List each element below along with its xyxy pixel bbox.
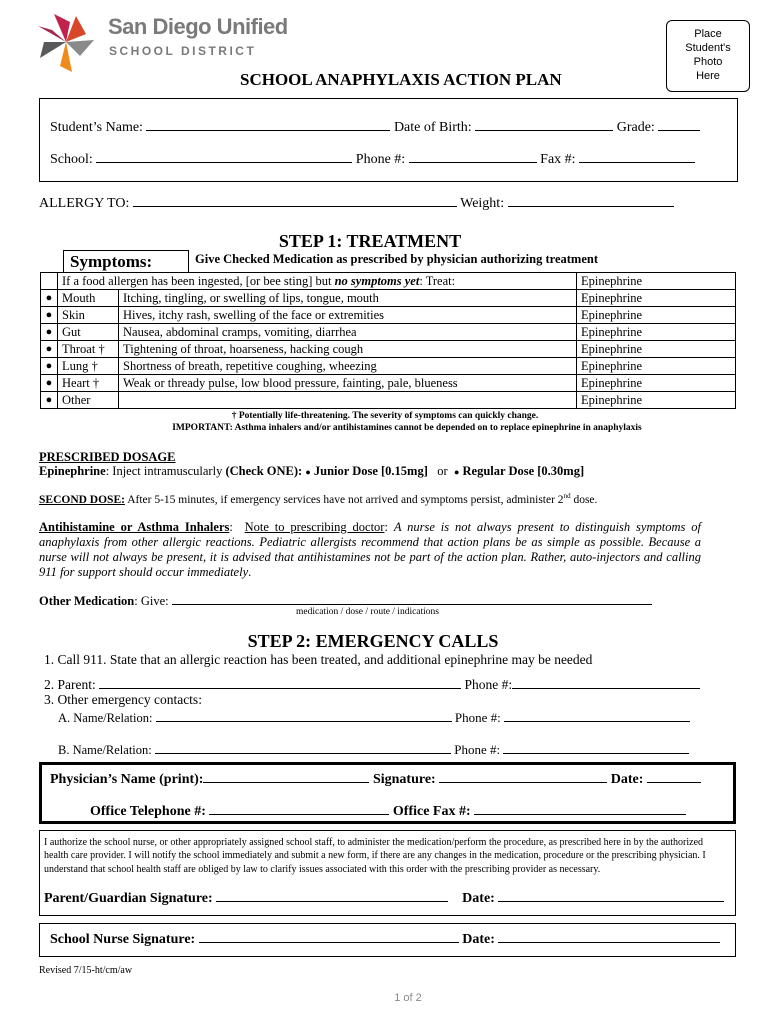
medication-cell[interactable]: Epinephrine	[577, 307, 736, 324]
parent-phone-field[interactable]	[512, 676, 700, 689]
physician-name-label: Physician’s Name (print):	[50, 772, 204, 787]
physician-row	[50, 770, 701, 788]
food-text: If a food allergen has been ingested, [or bee sting] but	[62, 274, 335, 288]
symptoms-header: Symptoms:	[63, 250, 189, 272]
bullet-icon: ●	[41, 358, 58, 375]
logo-name: San Diego Unified	[108, 14, 288, 39]
anti-text: A nurse is not always present to distinguish symptoms of anaphylaxis from other allergic reactions. Pediatric allergists recommend that action plans be as simple as possible. Because a nurse will not always be present, it is advised that antihistamines not be part of the action plan. Rather, auto-injectors and calling 911 for support should occur immediately	[39, 520, 701, 579]
school-fax-label: Fax #:	[540, 152, 576, 167]
or-text: or	[437, 464, 448, 478]
dob-field[interactable]	[475, 118, 613, 131]
office-fax-field[interactable]	[474, 802, 686, 815]
contact-a-row	[58, 709, 690, 726]
food-text-end: : Treat:	[419, 274, 456, 288]
other-med-label: Other Medication	[39, 594, 135, 608]
parent-sig-field[interactable]	[216, 889, 448, 902]
contact-a-label: A. Name/Relation:	[58, 711, 153, 725]
junior-dose-option[interactable]	[305, 464, 428, 478]
medication-cell[interactable]: Epinephrine	[577, 290, 736, 307]
epinephrine-row	[39, 464, 584, 479]
symptom-desc: Hives, itchy rash, swelling of the face or extremities	[119, 307, 577, 324]
office-tel-label: Office Telephone #:	[90, 804, 206, 819]
symptom-area: Gut	[58, 324, 119, 341]
medication-cell[interactable]: Epinephrine	[577, 273, 736, 290]
medication-cell[interactable]: Epinephrine	[577, 358, 736, 375]
dob-label: Date of Birth:	[393, 120, 472, 135]
star-logo-icon	[36, 12, 96, 74]
grade-field[interactable]	[658, 118, 700, 131]
photo-placeholder[interactable]	[666, 20, 750, 92]
grade-label: Grade:	[616, 120, 655, 135]
authorization-text: I authorize the school nurse, or other appropriately assigned school staff, to administer the medication/perform the procedure, as prescribed here in by the authorized health care provider. I will notify the school immediately and submit a new form, if there are any changes in the medication, procedure or the prescribing physician. I understand that school health staff are obliged by law to clarify issues associated with this order with the prescribing provider as necessary.	[44, 837, 706, 875]
student-name-label: Student’s Name:	[50, 120, 143, 135]
symptom-area: Throat †	[58, 341, 119, 358]
table-row	[41, 307, 736, 324]
second-dose-label: SECOND DOSE:	[39, 493, 125, 506]
physician-date-label: Date:	[610, 772, 644, 787]
school-row	[50, 150, 695, 168]
nurse-row	[50, 930, 720, 948]
food-allergen-row	[58, 273, 577, 290]
parent-label: 2. Parent:	[44, 677, 96, 692]
other-symptom-field[interactable]	[119, 392, 577, 409]
parent-sig-label: Parent/Guardian Signature:	[44, 891, 213, 906]
medication-cell[interactable]: Epinephrine	[577, 341, 736, 358]
give-header: Give Checked Medication as prescribed by physician authorizing treatment	[195, 252, 598, 266]
contact-b-field[interactable]	[155, 741, 451, 754]
second-dose-row	[39, 492, 597, 506]
epi-label: Epinephrine	[39, 464, 106, 478]
school-label: School:	[50, 152, 93, 167]
other-contacts: 3. Other emergency contacts:	[44, 692, 202, 707]
sup-text: nd	[563, 492, 571, 500]
allergy-label: ALLERGY TO:	[39, 196, 130, 211]
office-fax-label: Office Fax #:	[392, 804, 471, 819]
photo-line: Here	[696, 70, 720, 82]
empty-cell	[41, 273, 58, 290]
bullet-icon: ●	[41, 341, 58, 358]
bullet-icon: ●	[41, 290, 58, 307]
life-threatening-note: † Potentially life-threatening. The severity of symptoms can quickly change.	[231, 411, 539, 421]
epi-text: : Inject intramuscularly	[105, 464, 226, 478]
parent-field[interactable]	[99, 676, 461, 689]
bullet-icon: ●	[41, 392, 58, 409]
table-row	[41, 358, 736, 375]
symptom-area: Other	[58, 392, 119, 409]
office-tel-field[interactable]	[209, 802, 389, 815]
photo-line: Place	[694, 28, 722, 40]
table-row	[41, 290, 736, 307]
regular-dose-label: Regular Dose [0.30mg]	[459, 464, 585, 478]
other-med-hint: medication / dose / route / indications	[296, 607, 439, 617]
physician-date-field[interactable]	[647, 770, 701, 783]
other-med-give: : Give:	[134, 594, 169, 608]
physician-sig-field[interactable]	[439, 770, 607, 783]
antihistamine-paragraph: Antihistamine or Asthma Inhalers: Note to prescribing doctor: A nurse is not always present to distinguish symptoms of anaphylaxis from other allergic reactions. Pediatric allergists recommend that action plans be as simple as possible. Because a nurse will not always be present, it is advised that antihistamines not be part of the action plan. Rather, auto-injectors and calling 911 for support should occur immediately.	[39, 520, 701, 579]
symptom-area: Mouth	[58, 290, 119, 307]
symptoms-table	[40, 272, 736, 409]
page-number: 1 of 2	[394, 992, 422, 1004]
dosage-title: PRESCRIBED DOSAGE	[39, 450, 176, 464]
contact-b-row	[58, 741, 689, 758]
anti-note-label: Note to prescribing doctor	[244, 520, 385, 534]
office-row	[90, 802, 686, 820]
school-field[interactable]	[96, 150, 352, 163]
call-911: 1. Call 911. State that an allergic reaction has been treated, and additional epinephrine may be needed	[44, 652, 593, 667]
parent-date-label: Date:	[462, 891, 495, 906]
nurse-date-field[interactable]	[498, 930, 720, 943]
step2-title: STEP 2: EMERGENCY CALLS	[247, 631, 499, 651]
photo-line: Photo	[693, 56, 723, 68]
contact-a-field[interactable]	[156, 709, 452, 722]
medication-cell[interactable]: Epinephrine	[577, 375, 736, 392]
other-med-field[interactable]	[172, 592, 652, 605]
table-row	[41, 273, 736, 290]
weight-label: Weight:	[460, 196, 505, 211]
school-phone-label: Phone #:	[355, 152, 406, 167]
radio-bullet-icon: ●	[305, 467, 311, 477]
school-phone-field[interactable]	[409, 150, 537, 163]
radio-bullet-icon: ●	[453, 467, 460, 477]
symptom-desc: Weak or thready pulse, low blood pressure, fainting, pale, blueness	[119, 375, 577, 392]
step1-title: STEP 1: TREATMENT	[278, 231, 462, 251]
table-row	[41, 375, 736, 392]
student-row	[50, 118, 700, 136]
food-text-emph: no symptoms yet	[334, 274, 420, 288]
logo-subtitle: SCHOOL DISTRICT	[109, 44, 257, 58]
table-row	[41, 392, 736, 409]
second-dose-text: After 5-15 minutes, if emergency services have not arrived and symptoms persist, administer 2	[124, 493, 564, 506]
symptom-area: Lung †	[58, 358, 119, 375]
weight-field[interactable]	[508, 194, 674, 207]
symptom-desc: Itching, tingling, or swelling of lips, tongue, mouth	[119, 290, 577, 307]
contact-a-phone-label: Phone #:	[454, 710, 501, 725]
revised-note: Revised 7/15-ht/cm/aw	[39, 965, 133, 976]
table-row	[41, 324, 736, 341]
photo-line: Student's	[685, 42, 731, 54]
student-name-field[interactable]	[146, 118, 390, 131]
symptom-desc: Nausea, abdominal cramps, vomiting, diarrhea	[119, 324, 577, 341]
parent-phone-label: Phone #:	[464, 677, 513, 692]
page-title: SCHOOL ANAPHYLAXIS ACTION PLAN	[240, 70, 562, 89]
school-fax-field[interactable]	[579, 150, 695, 163]
symptom-area: Skin	[58, 307, 119, 324]
anti-label: Antihistamine or Asthma Inhalers	[39, 520, 230, 534]
table-row	[41, 341, 736, 358]
logo	[36, 12, 296, 74]
contact-a-phone-field[interactable]	[504, 709, 690, 722]
student-info-box	[39, 98, 738, 182]
allergy-row	[39, 194, 674, 212]
second-dose-end: dose.	[570, 493, 598, 506]
symptom-desc: Tightening of throat, hoarseness, hacking cough	[119, 341, 577, 358]
nurse-sig-label: School Nurse Signature:	[50, 932, 196, 947]
parent-sig-row	[44, 889, 724, 907]
nurse-date-label: Date:	[462, 932, 495, 947]
physician-sig-label: Signature:	[372, 772, 436, 787]
important-note: IMPORTANT: Asthma inhalers and/or antihistamines cannot be depended on to replace epinephrine in anaphylaxis	[172, 423, 642, 433]
contact-b-label: B. Name/Relation:	[58, 743, 152, 757]
allergy-field[interactable]	[133, 194, 457, 207]
bullet-icon: ●	[41, 375, 58, 392]
medication-cell[interactable]: Epinephrine	[577, 324, 736, 341]
junior-dose-label: Junior Dose [0.15mg]	[310, 464, 428, 478]
symptom-area: Heart †	[58, 375, 119, 392]
nurse-sig-field[interactable]	[199, 930, 459, 943]
parent-date-field[interactable]	[498, 889, 724, 902]
contact-b-phone-field[interactable]	[503, 741, 689, 754]
symptom-desc: Shortness of breath, repetitive coughing, wheezing	[119, 358, 577, 375]
bullet-icon: ●	[41, 307, 58, 324]
check-one: (Check ONE):	[225, 464, 303, 478]
medication-cell[interactable]: Epinephrine	[577, 392, 736, 409]
regular-dose-option[interactable]	[454, 464, 584, 478]
bullet-icon: ●	[41, 324, 58, 341]
physician-name-field[interactable]	[203, 770, 369, 783]
parent-row	[44, 676, 700, 693]
contact-b-phone-label: Phone #:	[454, 742, 501, 757]
